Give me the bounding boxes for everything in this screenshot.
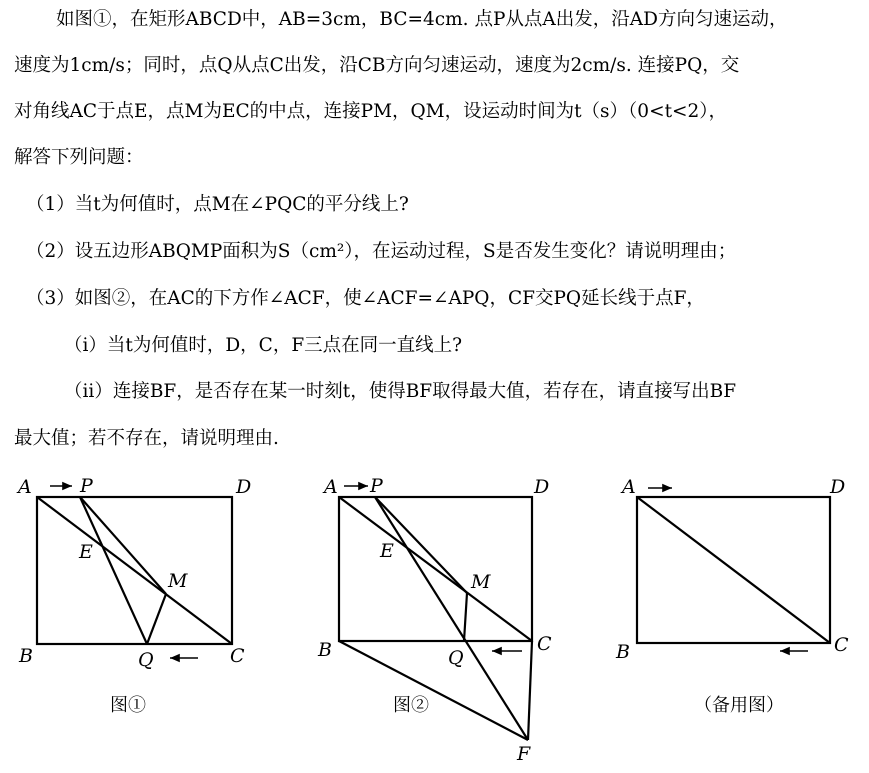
problem-line-2: 速度为1cm/s；同时，点Q从点C出发，沿CB方向匀速运动，速度为2cm/s. 连接PQ，交 bbox=[14, 55, 740, 76]
fig3-diagonal-ac bbox=[637, 497, 830, 643]
fig2-label-c: C bbox=[537, 633, 552, 655]
fig3-label-c: C bbox=[834, 634, 849, 656]
problem-line-4: 解答下列问题： bbox=[14, 147, 144, 168]
fig1-label-a: A bbox=[18, 476, 32, 498]
question-3-ii: （ii）连接BF，是否存在某一时刻t，使得BF取得最大值，若存在，请直接写出BF bbox=[64, 381, 737, 402]
fig2-label-p: P bbox=[370, 475, 383, 497]
fig2-diagonal-ac bbox=[339, 497, 532, 641]
fig1-label-e: E bbox=[79, 541, 93, 563]
fig3-label-a: A bbox=[622, 476, 636, 498]
fig1-label-q: Q bbox=[138, 649, 154, 671]
question-2: （2）设五边形ABQMP面积为S（cm²），在运动过程，S是否发生变化？请说明理由； bbox=[26, 241, 737, 262]
fig1-label-d: D bbox=[236, 476, 252, 498]
fig3-caption: （备用图） bbox=[694, 695, 784, 716]
fig1-label-p: P bbox=[80, 475, 93, 497]
figure-2 bbox=[339, 486, 532, 740]
fig2-segment-bf bbox=[339, 641, 528, 740]
fig1-caption: 图① bbox=[110, 695, 146, 716]
fig1-label-b: B bbox=[19, 645, 33, 667]
fig2-label-a: A bbox=[324, 476, 338, 498]
fig3-label-d: D bbox=[830, 476, 846, 498]
fig2-label-f: F bbox=[517, 743, 531, 765]
figure-1 bbox=[37, 486, 232, 658]
fig2-segment-qm bbox=[464, 593, 467, 641]
question-3-i: （i）当t为何值时，D，C，F三点在同一直线上? bbox=[64, 335, 463, 356]
figure-3 bbox=[637, 488, 830, 651]
fig3-label-b: B bbox=[616, 641, 630, 663]
fig2-caption: 图② bbox=[393, 695, 429, 716]
figure-1-labels bbox=[16, 475, 251, 716]
question-1: （1）当t为何值时，点M在∠PQC的平分线上? bbox=[26, 194, 409, 215]
problem-line-3: 对角线AC于点E，点M为EC的中点，连接PM，QM，设运动时间为t（s）（0<t<2）， bbox=[14, 101, 728, 122]
problem-line-1: 如图①，在矩形ABCD中，AB=3cm，BC=4cm. 点P从点A出发，沿AD方向匀速运动， bbox=[56, 9, 788, 30]
fig1-segment-pm bbox=[80, 497, 166, 594]
fig1-segment-pq bbox=[80, 497, 147, 644]
fig2-label-q: Q bbox=[448, 647, 464, 669]
fig1-label-m: M bbox=[168, 570, 188, 592]
fig1-label-c: C bbox=[230, 645, 245, 667]
fig2-label-b: B bbox=[318, 639, 332, 661]
figure-3-labels bbox=[615, 476, 849, 716]
fig2-label-e: E bbox=[380, 540, 394, 562]
fig1-segment-qm bbox=[147, 594, 166, 644]
question-3-ii-cont: 最大值；若不存在，请说明理由. bbox=[14, 428, 279, 449]
fig2-segment-cf bbox=[528, 641, 532, 740]
fig2-label-d: D bbox=[534, 476, 550, 498]
fig1-diagonal-ac bbox=[37, 497, 232, 644]
question-3: （3）如图②，在AC的下方作∠ACF，使∠ACF=∠APQ，CF交PQ延长线于点F， bbox=[26, 288, 705, 309]
fig2-label-m: M bbox=[471, 571, 491, 593]
